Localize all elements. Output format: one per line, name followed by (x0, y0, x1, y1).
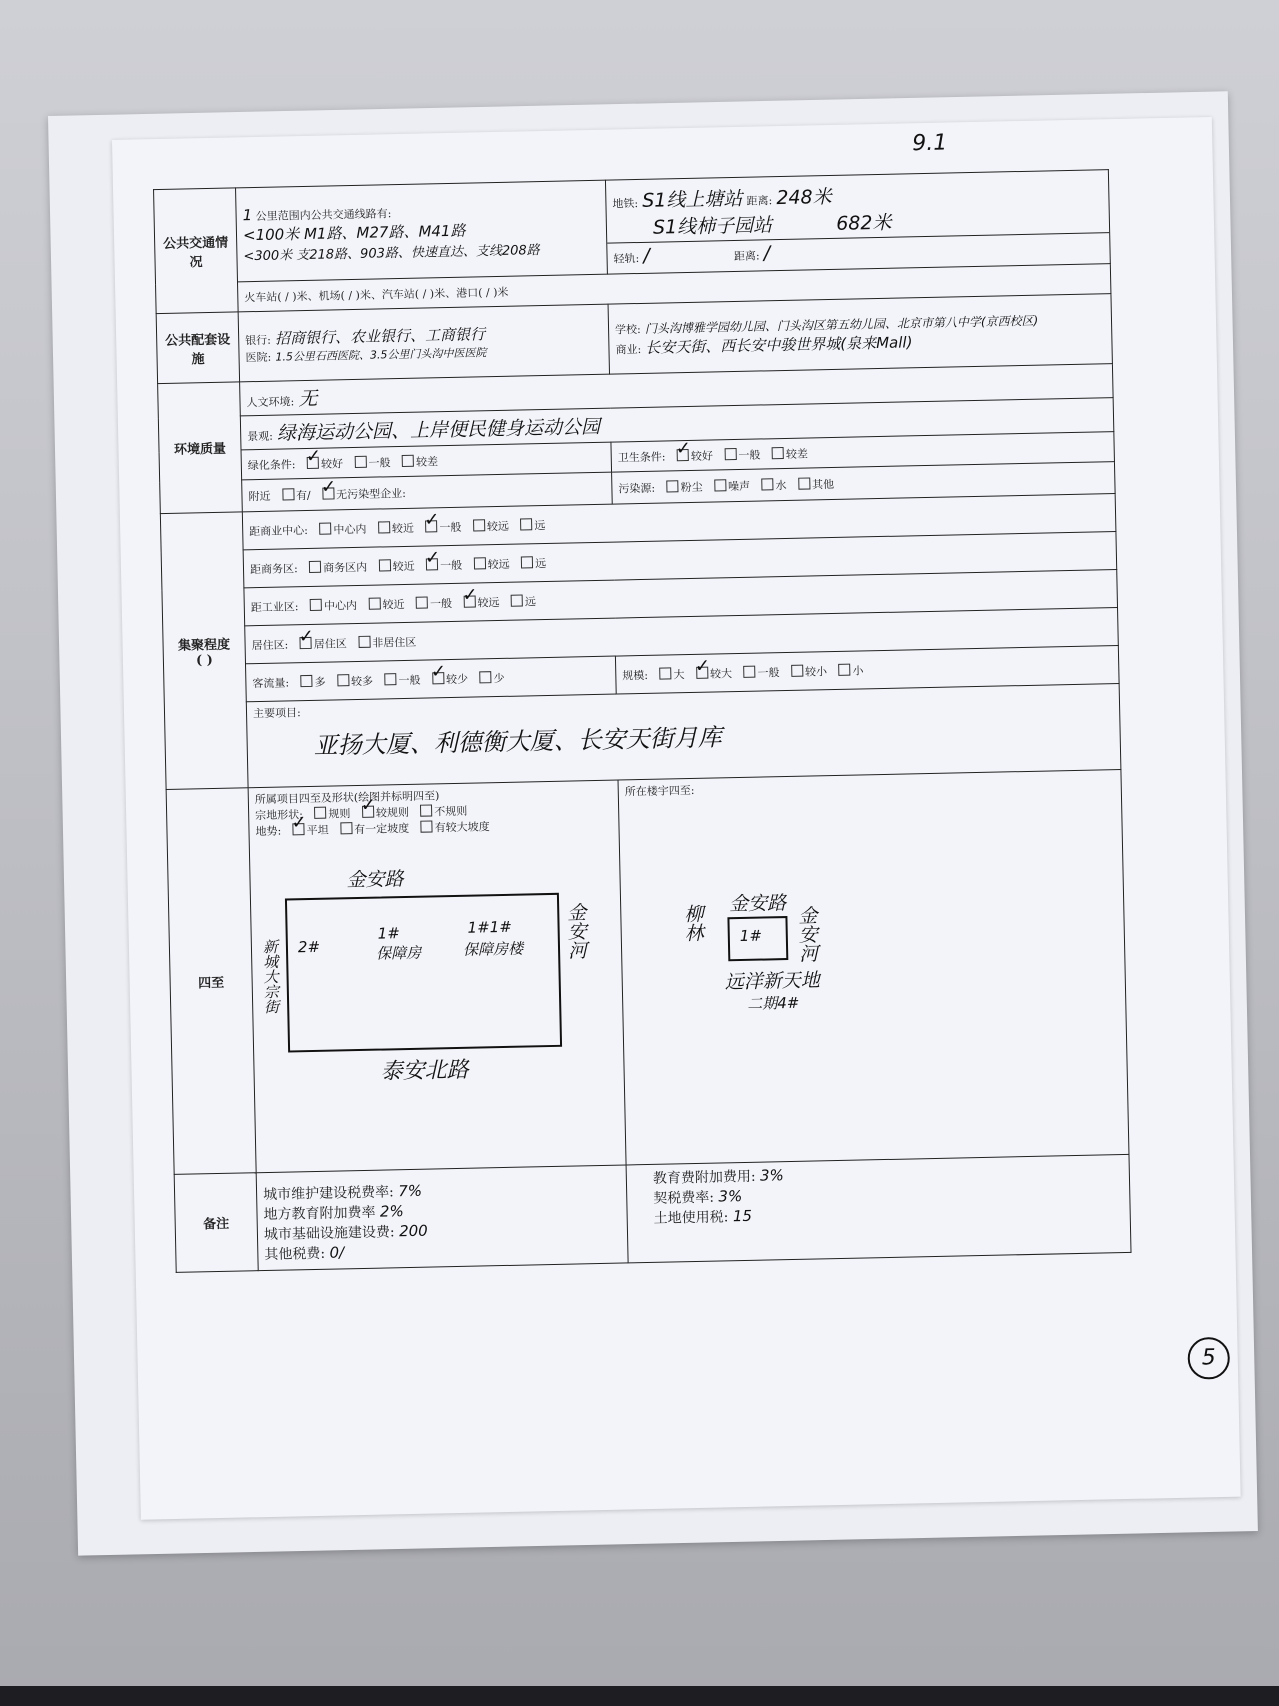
scale-checkbox-2[interactable] (696, 666, 708, 678)
pollution-label: 污染源: (618, 481, 656, 495)
pollution-checkbox-dust[interactable] (666, 480, 678, 492)
nearby-label: 附近 (248, 489, 271, 503)
hygiene-checkbox-good[interactable] (677, 448, 689, 460)
infra-value: 200 (398, 1221, 428, 1241)
hygiene-checkbox-average[interactable] (724, 447, 736, 459)
green-checkbox-poor[interactable] (402, 454, 414, 466)
biz-center-label: 距商业中心: (249, 523, 309, 538)
biz-district-checkbox-3[interactable] (426, 558, 438, 570)
shape-checkbox-fairly-regular[interactable] (362, 806, 374, 818)
metro-cell (605, 170, 1110, 275)
biz-district-checkbox-4[interactable] (474, 557, 486, 569)
humanity-value: 无 (298, 387, 318, 411)
boundaries-label: 四至 (166, 788, 256, 1175)
biz-center-option-1: 中心内 (333, 522, 367, 536)
nearby-option-no: 无污染型企业: (336, 486, 407, 501)
shape-option-regular: 规则 (328, 807, 351, 821)
humanity-label: 人文环境: (246, 395, 295, 410)
industrial-label: 距工业区: (250, 599, 299, 614)
agglomeration-label: 集聚程度 (177, 637, 231, 654)
rail-label: 轻轨: (613, 251, 640, 266)
green-option-average: 一般 (368, 455, 391, 470)
rail-distance-label: 距离: (733, 249, 760, 263)
biz-district-option-4: 较远 (487, 557, 510, 571)
traffic-checkbox-5[interactable] (479, 671, 491, 683)
bank-hospital-cell (238, 304, 609, 382)
residential-label: 居住区: (251, 637, 289, 652)
projects-value: 亚扬大厦、利德衡大厦、长安天街月库 (313, 723, 722, 760)
scale-option-5: 小 (852, 663, 864, 678)
project-boundary-cell (248, 780, 626, 1173)
pollution-option-dust: 粉尘 (680, 480, 703, 494)
hospital-label: 医院: (245, 350, 272, 365)
remarks-label: 备注 (174, 1173, 258, 1273)
green-label: 绿化条件: (247, 457, 296, 472)
shape-checkbox-irregular[interactable] (420, 804, 432, 816)
biz-district-checkbox-1[interactable] (309, 560, 321, 572)
shape-option-irregular: 不规则 (434, 804, 468, 819)
sketch-left-east: 金安河 (564, 902, 588, 960)
rail-distance: / (763, 242, 771, 265)
biz-center-checkbox-2[interactable] (378, 521, 390, 533)
industrial-checkbox-3[interactable] (416, 596, 428, 608)
bus-title: 公里范围内公共交通线路有: (255, 206, 392, 223)
project-sketch-outline (285, 893, 562, 1053)
sketch-right-west: 柳林 (681, 903, 704, 943)
survey-table (153, 169, 1131, 1273)
commerce-value: 长安天街、西长安中骏世界城(泉来Mall) (645, 332, 913, 357)
other-tax-value: 0/ (329, 1243, 345, 1262)
shape-option-fairly-regular: 较规则 (375, 805, 410, 820)
biz-center-checkbox-1[interactable] (319, 522, 331, 534)
sketch-left-south: 泰安北路 (380, 1057, 469, 1085)
project-sketch (256, 832, 620, 1169)
green-checkbox-good[interactable] (307, 456, 319, 468)
scale-option-1: 大 (673, 667, 685, 681)
sketch-left-north: 金安路 (346, 868, 404, 892)
industrial-checkbox-1[interactable] (310, 598, 322, 610)
biz-center-checkbox-4[interactable] (473, 519, 485, 531)
bus-cell (236, 180, 608, 282)
survey-form-page (112, 117, 1241, 1520)
traffic-label: 客流量: (252, 675, 290, 690)
hygiene-option-good: 较好 (690, 448, 714, 463)
metro-label: 地铁: (612, 196, 639, 211)
hygiene-checkbox-poor[interactable] (772, 446, 784, 458)
sketch-left-inner-1: 2# (297, 937, 321, 957)
pollution-option-water: 水 (775, 478, 787, 492)
industrial-checkbox-4[interactable] (463, 595, 475, 607)
bus-line-1: <100米 M1路、M27路、M41路 (242, 221, 466, 244)
residential-checkbox-yes[interactable] (300, 636, 312, 648)
edu-fee-label: 教育费附加费用: (652, 1168, 756, 1187)
other-tax-label: 其他税费: (264, 1245, 326, 1264)
terrain-option-steep: 有较大坡度 (434, 820, 490, 835)
bank-value: 招商银行、农业银行、工商银行 (274, 325, 486, 348)
terrain-label: 地势: (255, 824, 282, 839)
metro-distance: 248米 (776, 185, 832, 210)
biz-center-option-3: 一般 (439, 520, 462, 534)
circled-page-number: 5 (1187, 1337, 1230, 1380)
scale-option-2: 较大 (709, 666, 733, 681)
biz-center-checkbox-5[interactable] (520, 518, 532, 530)
project-boundary-title: 所属项目四至及形状(绘图并标明四至) (254, 789, 440, 807)
industrial-option-5: 远 (524, 594, 537, 608)
residential-option-yes: 居住区 (313, 636, 347, 651)
industrial-checkbox-2[interactable] (368, 597, 380, 609)
sketch-left-inner-2: 1# (377, 924, 400, 943)
land-tax-value: 15 (732, 1206, 753, 1226)
green-option-good: 较好 (320, 456, 344, 471)
sketch-right-south-2: 二期4# (747, 993, 800, 1013)
residential-checkbox-no[interactable] (358, 635, 370, 647)
biz-center-option-4: 较远 (486, 519, 510, 533)
nearby-checkbox-yes[interactable] (282, 488, 294, 500)
scale-checkbox-1[interactable] (659, 667, 671, 679)
metro-value-2: S1线柿子园站 (652, 214, 773, 239)
local-edu-label: 地方教育附加费率 (263, 1204, 376, 1224)
metro-distance-2: 682米 (835, 211, 892, 235)
pollution-checkbox-noise[interactable] (714, 479, 726, 491)
landscape-value: 绿海运动公园、上岸便民健身运动公园 (276, 415, 601, 445)
bank-label: 银行: (245, 333, 272, 348)
sketch-right-north: 金安路 (728, 892, 787, 916)
traffic-option-1: 多 (314, 675, 326, 689)
hygiene-option-average: 一般 (738, 447, 761, 462)
station-distances: 火车站( / )米、机场( / )米、汽车站( / )米、港口( / )米 (237, 264, 1110, 312)
scale-label: 规模: (622, 668, 649, 682)
biz-district-option-1: 商务区内 (323, 560, 368, 575)
landscape-label: 景观: (247, 429, 274, 444)
hygiene-option-poor: 较差 (785, 446, 809, 461)
sketch-right-inner: 1# (739, 926, 763, 946)
scale-checkbox-4[interactable] (791, 664, 803, 676)
sketch-right-east: 金安河 (795, 905, 819, 963)
pollution-checkbox-water[interactable] (761, 478, 773, 490)
traffic-checkbox-1[interactable] (300, 674, 312, 686)
residential-option-no: 非居住区 (372, 635, 417, 650)
traffic-option-4: 较少 (445, 672, 469, 686)
page-number: 9.1 (911, 130, 948, 157)
facilities-label: 公共配套设施 (156, 312, 239, 384)
traffic-option-2: 较多 (350, 674, 374, 688)
industrial-option-1: 中心内 (323, 598, 358, 613)
traffic-option-5: 少 (493, 671, 505, 685)
biz-district-checkbox-2[interactable] (379, 559, 391, 571)
remarks-right-cell (626, 1154, 1131, 1263)
land-tax-label: 土地使用税: (653, 1209, 729, 1227)
transport-label: 公共交通情况 (154, 188, 239, 314)
hygiene-label: 卫生条件: (617, 449, 666, 464)
rail-value: / (643, 244, 651, 267)
scale-option-4: 较小 (804, 664, 828, 679)
edu-fee-value: 3% (759, 1166, 784, 1185)
environment-label: 环境质量 (158, 382, 243, 514)
biz-district-option-5: 远 (535, 556, 547, 570)
green-option-poor: 较差 (415, 454, 439, 469)
pollution-checkbox-other[interactable] (798, 477, 810, 489)
bus-line-2: <300米 支218路、903路、快速直达、支线208路 (243, 242, 540, 264)
metro-distance-label: 距离: (746, 194, 773, 208)
school-commerce-cell (608, 294, 1112, 375)
terrain-option-slope: 有一定坡度 (354, 821, 410, 837)
terrain-checkbox-flat[interactable] (293, 823, 305, 835)
pollution-option-noise: 噪声 (727, 479, 751, 493)
projects-label: 主要项目: (252, 706, 301, 721)
sketch-left-west: 新城大宗街 (260, 938, 281, 1015)
nearby-checkbox-no[interactable] (322, 487, 334, 499)
industrial-option-4: 较远 (477, 595, 500, 609)
sketch-left-inner-4: 1#1# (467, 917, 512, 937)
biz-center-option-2: 较近 (391, 521, 415, 535)
deed-tax-value: 3% (718, 1187, 743, 1206)
sketch-left-inner-3: 保障房 (375, 943, 422, 963)
biz-district-option-3: 一般 (440, 558, 463, 572)
biz-district-option-2: 较近 (392, 559, 415, 573)
biz-district-checkbox-5[interactable] (521, 556, 533, 568)
school-label: 学校: (614, 322, 641, 337)
industrial-option-2: 较近 (382, 597, 405, 611)
green-checkbox-average[interactable] (354, 455, 366, 467)
deed-tax-label: 契税费率: (653, 1189, 715, 1207)
terrain-option-flat: 平坦 (306, 823, 329, 838)
industrial-option-3: 一般 (429, 596, 453, 610)
scale-checkbox-5[interactable] (838, 663, 850, 675)
biz-center-option-5: 远 (534, 518, 546, 532)
urban-tax-label: 城市维护建设税费率: (262, 1184, 394, 1204)
traffic-checkbox-4[interactable] (432, 672, 444, 684)
hospital-value: 1.5公里石西医院、3.5公里门头沟中医医院 (275, 346, 487, 364)
urban-tax-value: 7% (398, 1181, 423, 1201)
scale-option-3: 一般 (757, 665, 780, 680)
building-sketch (625, 789, 1121, 1099)
bottom-bar (0, 1686, 1279, 1706)
traffic-checkbox-2[interactable] (337, 674, 349, 686)
agglomeration-paren: ( ) (195, 652, 213, 668)
infra-label: 城市基础设施建设费: (263, 1224, 395, 1244)
bus-prefix: 1 (242, 205, 253, 224)
terrain-checkbox-slope[interactable] (340, 822, 352, 834)
sketch-right-south: 远洋新天地 (724, 969, 821, 994)
commerce-label: 商业: (615, 342, 642, 357)
sketch-left-inner-5: 保障房楼 (462, 939, 524, 959)
school-value: 门头沟博雅学园幼儿园、门头沟区第五幼儿园、北京市第八中学(京西校区) (644, 313, 1039, 336)
building-boundary-cell (618, 770, 1129, 1165)
agglomeration-label-cell (160, 512, 248, 790)
industrial-checkbox-5[interactable] (511, 594, 523, 606)
metro-value: S1线上塘站 (642, 187, 743, 212)
local-edu-value: 2% (379, 1202, 404, 1221)
building-boundary-title: 所在楼宇四至: (624, 783, 695, 799)
traffic-option-3: 一般 (398, 673, 421, 687)
scale-checkbox-3[interactable] (743, 665, 755, 677)
biz-district-label: 距商务区: (249, 561, 298, 576)
biz-center-checkbox-3[interactable] (425, 520, 437, 532)
remarks-left-cell (256, 1165, 628, 1271)
nearby-option-yes: 有/ (295, 488, 311, 502)
pollution-option-other: 其他 (811, 477, 835, 491)
shape-label: 宗地形状: (255, 808, 304, 823)
terrain-checkbox-steep[interactable] (421, 820, 433, 832)
shape-checkbox-regular[interactable] (314, 807, 326, 819)
traffic-checkbox-3[interactable] (384, 673, 396, 685)
